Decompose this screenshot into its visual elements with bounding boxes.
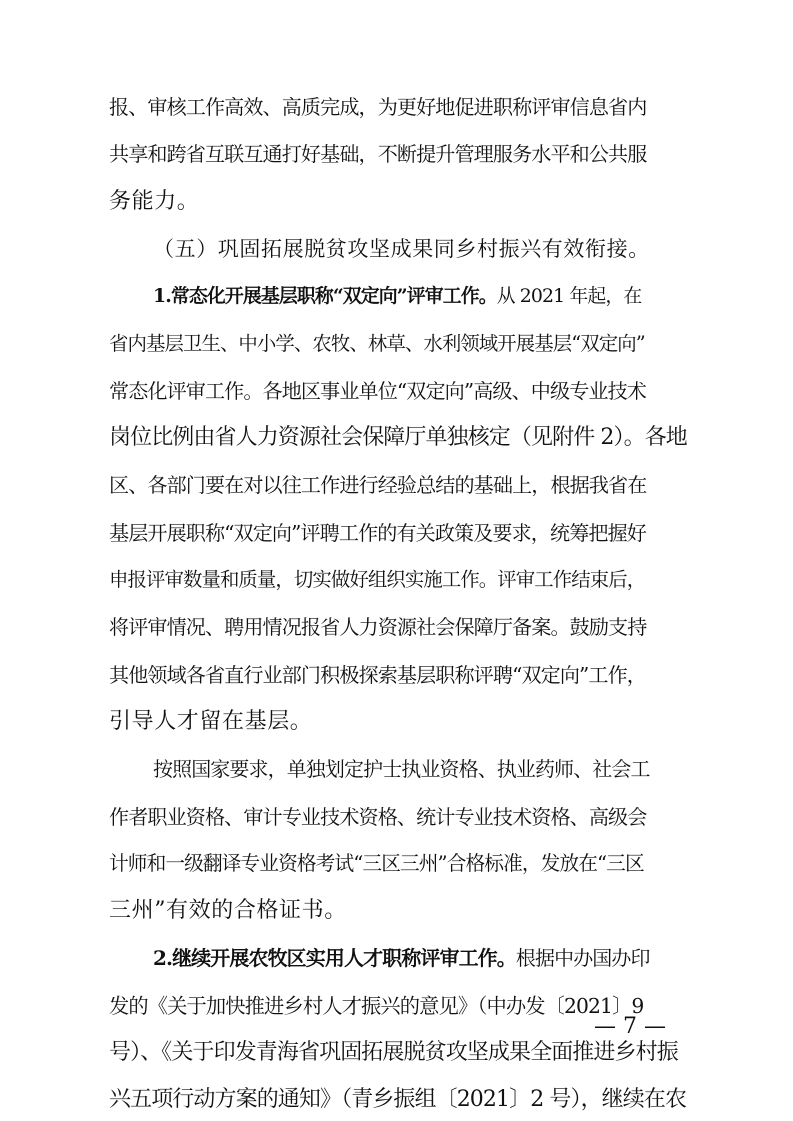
body-text-line: 务能力。 <box>109 189 200 214</box>
page-number: — 7 — <box>594 1014 666 1039</box>
body-text-line: 基层开展职称“双定向”评聘工作的有关政策及要求，统筹把握好 <box>109 521 646 545</box>
body-text-line: 引导人才留在基层。 <box>109 709 313 734</box>
body-text-line: 三州”有效的合格证书。 <box>109 898 347 923</box>
body-text-line: 号）、《关于印发青海省巩固拓展脱贫攻坚成果全面推进乡村振 <box>109 1040 678 1065</box>
item-1-title: 1.常态化开展基层职称“双定向”评审工作。 <box>153 285 497 307</box>
body-text-line: 共享和跨省互联互通打好基础，不断提升管理服务水平和公共服 <box>109 142 647 166</box>
item-2-title: 2.继续开展农牧区实用人才职称评审工作。 <box>153 946 516 970</box>
item-2-first-line <box>153 943 689 973</box>
body-text-span: 从 2021 年起，在 <box>496 285 642 307</box>
body-text-line: 省内基层卫生、中小学、农牧、林草、水利领域开展基层“双定向” <box>109 332 645 355</box>
body-text-line: 计师和一级翻译专业资格考试“三区三州”合格标准，发放在“三区 <box>109 852 644 875</box>
body-text-line: 发的《关于加快推进乡村人才振兴的意见》（中办发〔2021〕9 <box>109 994 644 1018</box>
item-1-first-line <box>153 281 689 311</box>
body-text-line: 报、审核工作高效、高质完成，为更好地促进职称评审信息省内 <box>109 95 647 119</box>
body-text-line: 申报评审数量和质量，切实做好组织实施工作。评审工作结束后， <box>109 568 646 591</box>
section-heading: （五）巩固拓展脱贫攻坚成果同乡村振兴有效衔接。 <box>153 237 650 261</box>
body-text-line: 作者职业资格、审计专业技术资格、统计专业技术资格、高级会 <box>109 805 647 829</box>
body-text-line: 常态化评审工作。各地区事业单位“双定向”高级、中级专业技术 <box>109 379 646 403</box>
body-text-line: 区、各部门要在对以往工作进行经验总结的基础上，根据我省在 <box>109 473 647 497</box>
body-text-line: 兴五项行动方案的通知》（青乡振组〔2021〕2 号），继续在农 <box>109 1087 687 1112</box>
body-text-line: 按照国家要求，单独划定护士执业资格、执业药师、社会工 <box>153 757 650 781</box>
body-text-span: 根据中办国办印 <box>515 946 650 970</box>
body-text-line: 岗位比例由省人力资源社会保障厅单独核定（见附件 2）。各地 <box>109 425 687 450</box>
body-text-line: 将评审情况、聘用情况报省人力资源社会保障厅备案。鼓励支持 <box>109 615 647 639</box>
body-text-line: 其他领域各省直行业部门积极探索基层职称评聘“双定向”工作， <box>109 663 646 687</box>
